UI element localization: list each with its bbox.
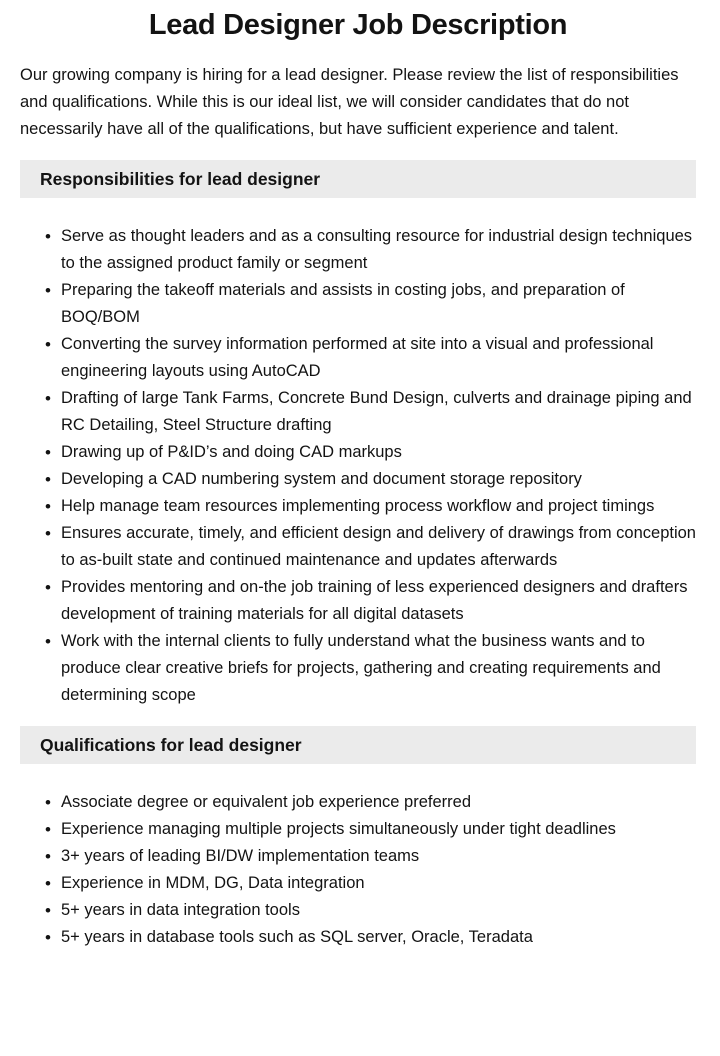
qualifications-list xyxy=(20,789,696,951)
section-responsibilities xyxy=(20,160,696,709)
list-item: • Ensures accurate, timely, and efficient design and delivery of drawings from conception to as-built state and continued maintenance and updates afterwards xyxy=(61,520,696,574)
intro-paragraph: Our growing company is hiring for a lead designer. Please review the list of responsibilities and qualifications. While this is our ideal list, we will consider candidates that do not necessarily have all of the qualifications, but have sufficient experience and talent. xyxy=(20,66,679,138)
list-item: • Experience managing multiple projects simultaneously under tight deadlines xyxy=(61,816,696,843)
list-item: • 3+ years of leading BI/DW implementation teams xyxy=(61,843,696,870)
list-item: • Experience in MDM, DG, Data integration xyxy=(61,870,696,897)
section-qualifications xyxy=(20,726,696,951)
list-item: • Developing a CAD numbering system and document storage repository xyxy=(61,466,696,493)
list-item: • Serve as thought leaders and as a consulting resource for industrial design techniques to the assigned product family or segment xyxy=(61,223,696,277)
list-item: • Preparing the takeoff materials and assists in costing jobs, and preparation of BOQ/BOM xyxy=(61,277,696,331)
section-heading-responsibilities: Responsibilities for lead designer xyxy=(20,160,696,198)
list-item: • Associate degree or equivalent job experience preferred xyxy=(61,789,696,816)
list-item: • Work with the internal clients to fully understand what the business wants and to produce clear creative briefs for projects, gathering and creating requirements and determining scope xyxy=(61,628,696,709)
list-item: • Provides mentoring and on-the job training of less experienced designers and drafters development of training materials for all digital datasets xyxy=(61,574,696,628)
list-item: • 5+ years in database tools such as SQL server, Oracle, Teradata xyxy=(61,924,696,951)
section-heading-qualifications: Qualifications for lead designer xyxy=(20,726,696,764)
page-title: Lead Designer Job Description xyxy=(148,9,568,41)
responsibilities-list xyxy=(20,223,696,709)
list-item: • 5+ years in data integration tools xyxy=(61,897,696,924)
list-item: • Help manage team resources implementing process workflow and project timings xyxy=(61,493,696,520)
list-item: • Drawing up of P&ID’s and doing CAD markups xyxy=(61,439,696,466)
list-item: • Converting the survey information performed at site into a visual and professional engineering layouts using AutoCAD xyxy=(61,331,696,385)
list-item: • Drafting of large Tank Farms, Concrete Bund Design, culverts and drainage piping and RC Detailing, Steel Structure drafting xyxy=(61,385,696,439)
